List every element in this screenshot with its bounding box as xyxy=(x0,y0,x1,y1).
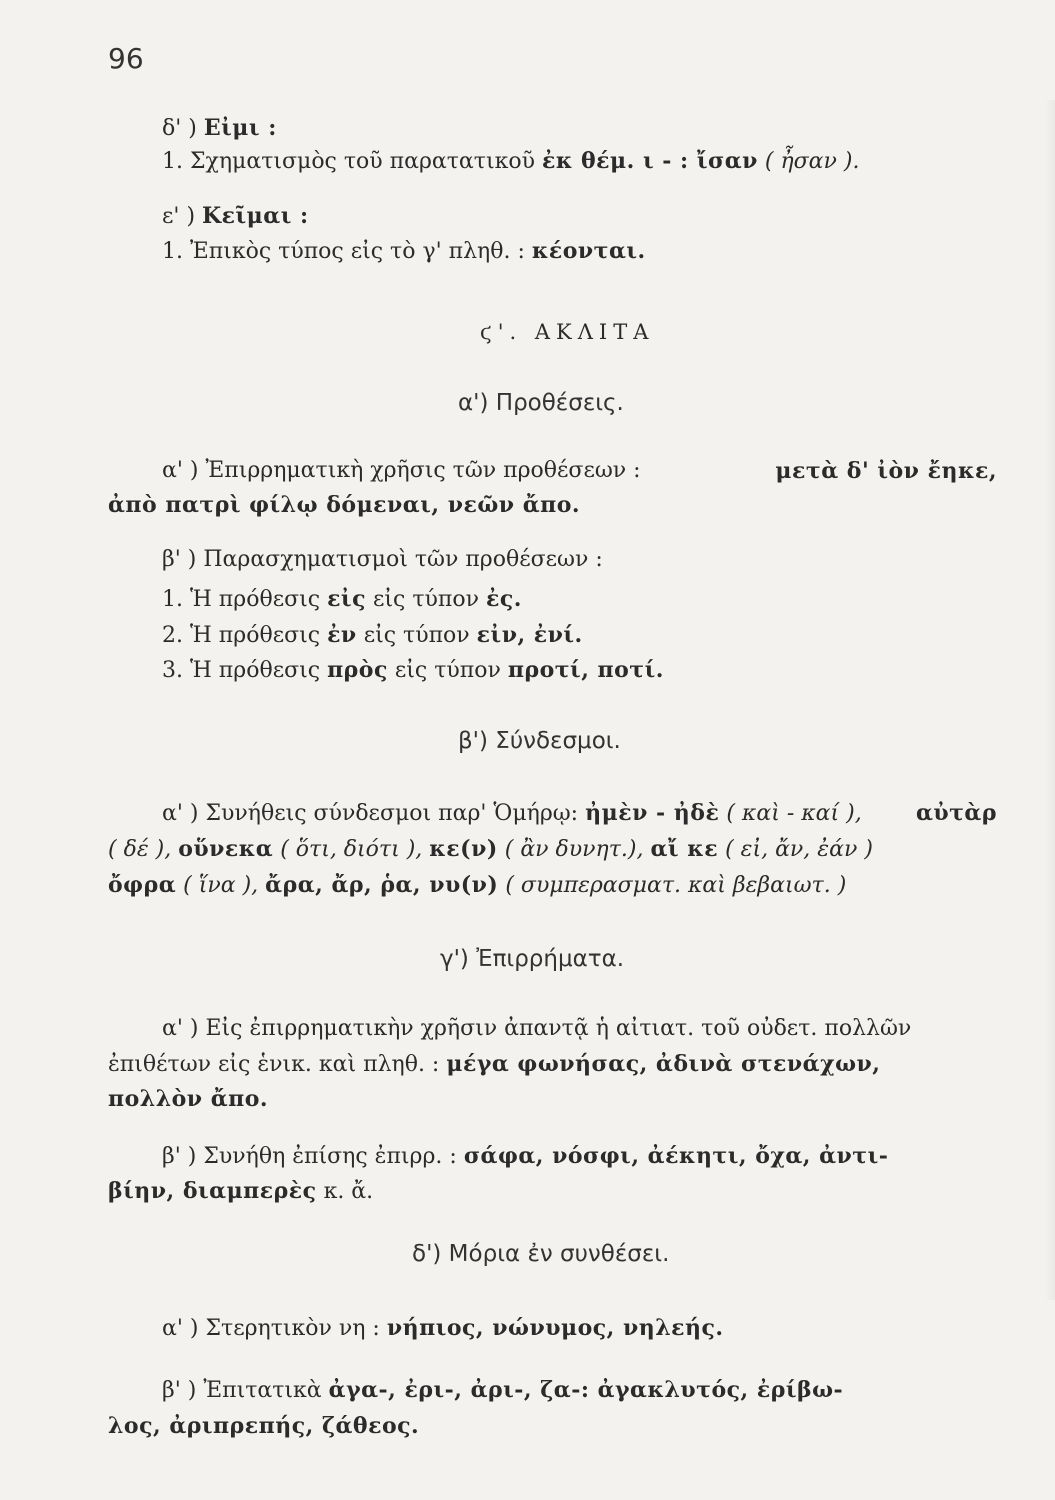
delta-item-1-text: 1. Σχηματισμὸς τοῦ παρατατικοῦ xyxy=(162,149,535,174)
protheseis-item-3 xyxy=(162,657,664,683)
item-bold-2: ἐς. xyxy=(485,586,522,612)
note: ( συμπερασματ. καὶ βεβαιωτ. ) xyxy=(505,873,847,898)
syndesmoi-a-bold-2: αὐτὰρ xyxy=(915,800,997,826)
syndesmoi-a-bold-1: ἠμὲν - ἠδὲ xyxy=(585,800,720,826)
epsilon-item-1 xyxy=(162,238,646,264)
item-mid: εἰς τύπον xyxy=(394,658,501,683)
syndesmoi-a-text: Συνήθεις σύνδεσμοι παρ' Ὁμήρῳ: xyxy=(205,801,579,826)
bold-term: οὕνεκα xyxy=(178,836,274,862)
item-pre: 3. Ἡ πρόθεσις xyxy=(162,658,321,683)
epirrhemata-a-bold-2: μέγα φωνήσας, ἀδινὰ στενάχων, xyxy=(446,1051,881,1077)
syndesmoi-a-line-2 xyxy=(108,836,873,862)
moria-a-bold: νήπιος, νώνυμος, νηλεής. xyxy=(386,1315,724,1341)
epirrhemata-a-line-3: πολλὸν ἄπο. xyxy=(108,1086,269,1112)
syndesmoi-a-label: α' ) xyxy=(162,801,199,826)
syndesmoi-a-line-3 xyxy=(108,872,846,898)
item-bold-2: εἰν, ἐνί. xyxy=(476,622,583,648)
note: ( ἂν δυνητ.), xyxy=(504,837,644,862)
delta-item-1-note: ( ἦσαν ). xyxy=(764,149,860,174)
protheseis-b-heading xyxy=(162,547,603,572)
epsilon-item-1-bold: κέονται. xyxy=(531,238,646,264)
moria-b-label: β' ) xyxy=(162,1378,197,1403)
note: ( εἰ, ἄν, ἐάν ) xyxy=(725,837,873,862)
heading-moria: δ') Μόρια ἐν συνθέσει. xyxy=(412,1241,670,1267)
bleed-through-shadow xyxy=(1045,100,1055,1300)
protheseis-a-text: Ἐπιρρηματικὴ χρῆσις τῶν προθέσεων : xyxy=(205,458,641,483)
epirrhemata-b-line-2 xyxy=(108,1178,373,1204)
protheseis-a-line-1 xyxy=(162,458,997,484)
protheseis-b-text: Παρασχηματισμοὶ τῶν προθέσεων : xyxy=(203,547,603,572)
protheseis-a-label: α' ) xyxy=(162,458,199,483)
syndesmoi-a-note-1: ( καὶ - καί ), xyxy=(726,801,862,826)
note: ( δέ ), xyxy=(108,837,172,862)
page-number: 96 xyxy=(108,42,144,75)
epirrhemata-b-line-1 xyxy=(162,1143,888,1169)
epsilon-label: ε' ) xyxy=(162,204,196,229)
protheseis-item-1 xyxy=(162,586,522,612)
moria-a-line xyxy=(162,1315,724,1341)
heading-protheseis: α') Προθέσεις. xyxy=(458,390,624,416)
bold-term: ἄρα, ἄρ, ῥα, νυ(ν) xyxy=(265,872,499,898)
heading-syndesmoi: β') Σύνδεσμοι. xyxy=(458,728,621,754)
item-pre: 2. Ἡ πρόθεσις xyxy=(162,623,321,648)
epirrhemata-b-tail: κ. ἄ. xyxy=(323,1179,374,1204)
delta-verb: Εἰμι : xyxy=(203,115,277,141)
bold-term: αἴ κε xyxy=(650,836,719,862)
section-title-aklita: ϛ'. ΑΚΛΙΤΑ xyxy=(480,320,655,344)
moria-b-bold-1: ἀγα-, ἐρι-, ἀρι-, ζα-: ἀγακλυτός, ἐρίβω- xyxy=(328,1377,844,1403)
moria-a-label: α' ) xyxy=(162,1316,199,1341)
bold-term: κε(ν) xyxy=(429,836,498,862)
moria-a-text: Στερητικὸν νη : xyxy=(205,1316,380,1341)
epirrhemata-b-label: β' ) xyxy=(162,1144,197,1169)
delta-label: δ' ) xyxy=(162,116,197,141)
epsilon-verb: Κεῖμαι : xyxy=(202,203,309,229)
epirrhemata-a-text-2: ἐπιθέτων εἰς ἑνικ. καὶ πληθ. : xyxy=(108,1052,440,1077)
protheseis-a-line-2: ἀπὸ πατρὶ φίλῳ δόμεναι, νεῶν ἄπο. xyxy=(108,492,581,518)
item-pre: 1. Ἡ πρόθεσις xyxy=(162,587,321,612)
moria-b-line-1 xyxy=(162,1377,843,1403)
item-bold-2: προτί, ποτί. xyxy=(507,657,664,683)
note: ( ὅτι, διότι ), xyxy=(280,837,423,862)
protheseis-item-2 xyxy=(162,622,583,648)
epirrhemata-b-bold-2: βίην, διαμπερὲς xyxy=(108,1178,317,1204)
moria-b-text: Ἐπιτατικὰ xyxy=(203,1378,322,1403)
item-bold-1: εἰς xyxy=(327,586,366,612)
protheseis-b-label: β' ) xyxy=(162,547,197,572)
note: ( ἵνα ), xyxy=(183,873,259,898)
item-bold-1: πρὸς xyxy=(327,657,388,683)
epirrhemata-a-line-1 xyxy=(162,1016,911,1041)
moria-b-line-2: λος, ἀριπρεπής, ζάθεος. xyxy=(108,1413,420,1439)
item-mid: εἰς τύπον xyxy=(372,587,479,612)
epirrhemata-b-text: Συνήθη ἐπίσης ἐπιρρ. : xyxy=(203,1144,457,1169)
item-bold-1: ἐν xyxy=(327,622,357,648)
heading-epirrhemata: γ') Ἐπιρρήματα. xyxy=(440,946,625,972)
epirrhemata-a-line-2 xyxy=(108,1051,880,1077)
delta-item-1 xyxy=(162,148,859,174)
epirrhemata-a-text-1: Εἰς ἐπιρρηματικὴν χρῆσιν ἀπαντᾷ ἡ αἰτιατ. τοῦ οὐδετ. πολλῶν xyxy=(205,1016,912,1041)
epirrhemata-b-bold-1: σάφα, νόσφι, ἀέκητι, ὄχα, ἀντι- xyxy=(463,1143,889,1169)
epsilon-item-1-text: 1. Ἐπικὸς τύπος εἰς τὸ γ' πληθ. : xyxy=(162,239,525,264)
delta-item-1-bold: ἐκ θέμ. ι - : ἴσαν xyxy=(541,148,758,174)
epirrhemata-a-label: α' ) xyxy=(162,1016,199,1041)
bold-term: ὄφρα xyxy=(108,872,177,898)
delta-heading xyxy=(162,115,277,141)
item-mid: εἰς τύπον xyxy=(363,623,470,648)
syndesmoi-a-line-1 xyxy=(162,800,997,826)
epsilon-heading xyxy=(162,203,309,229)
protheseis-a-bold-1: μετὰ δ' ἰὸν ἔηκε, xyxy=(775,458,997,484)
